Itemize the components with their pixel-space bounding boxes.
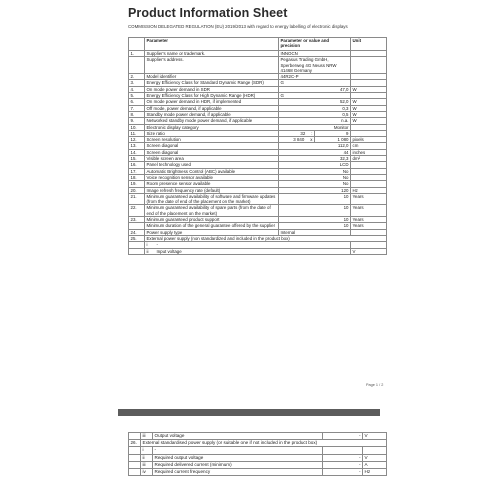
table-subrow [129,248,387,254]
row-parameter-cell: - [153,447,323,454]
subrow-number-cell: iii [141,433,153,440]
page-number: Page 1 / 2 [366,383,384,387]
value-separator: : [311,130,313,136]
row-value-cell: LCD [279,162,351,168]
subrow-label: Input voltage [156,248,182,254]
row-number-cell: 11. [129,130,145,136]
row-number-cell: 1. [129,51,145,57]
table-row [129,447,387,454]
regulation-text: COMMISSION DELEGATED REGULATION (EU) 2019/2013 with regard to energy labelling of electronic displays [128,24,348,29]
subrow-number: i [146,242,148,248]
row-parameter-cell: Required output voltage [153,454,323,461]
row-parameter-cell: Panel technology used [145,162,279,168]
row-value-cell: G [279,93,351,99]
row-parameter-cell: Supplier's address. [145,57,279,74]
row-parameter-cell: Standby mode power demand, if applicable [145,111,279,117]
sheet-title: Product Information Sheet [128,6,288,20]
row-value-cell: 0,3 [279,105,351,111]
product-information-sheet-page-1 [112,0,388,390]
row-number-cell: 19. [129,181,145,187]
row-number-cell: 3. [129,80,145,86]
row-unit-cell: W [351,86,387,92]
row-parameter-cell: Required delivered current (minimum) [153,461,323,468]
row-unit-cell: V [363,433,387,440]
header-num-cell [129,38,145,51]
row-number-cell: 25. [129,235,145,241]
row-parameter-cell: On mode power demand in SDR [145,86,279,92]
row-value-cell: 47,0 [279,86,351,92]
header-value-cell: Parameter or value and precision [279,38,351,51]
row-value-cell: No [279,168,351,174]
header-unit-cell: Unit [351,38,387,51]
row-parameter-cell: Screen diagonal [145,143,279,149]
row-unit-cell: Hz [351,187,387,193]
row-number-cell: 9. [129,118,145,124]
header-parameter-cell: Parameter [145,38,279,51]
row-parameter-cell: External power supply (non standardized and included in the product box) [145,235,387,241]
row-number-cell: 23. [129,217,145,223]
row-parameter-cell: Voice recognition sensor available [145,174,279,180]
row-value-cell: 120 [279,187,351,193]
row-number-cell: 17. [129,168,145,174]
table-row [129,440,387,447]
row-value-cell: - [323,433,363,440]
row-value-cell: 10 [279,217,351,223]
value-a: 32 [300,130,306,136]
row-number-cell [129,469,141,476]
value-a: 3 840 [293,137,305,143]
row-unit-cell: V [363,454,387,461]
row-parameter-cell: Power supply type [145,229,279,235]
subrow-number-cell: iv [141,469,153,476]
row-parameter-cell: Electronic display category [145,124,279,130]
row-number-cell: 18. [129,174,145,180]
row-number-cell [129,447,141,454]
table-row [129,454,387,461]
row-value-cell: 10 [279,205,351,217]
row-unit-cell: W [351,118,387,124]
row-number-cell: 10. [129,124,145,130]
row-unit-cell [351,57,387,74]
table-row [129,223,387,229]
row-empty-cell [129,248,145,254]
row-unit-cell: W [351,111,387,117]
subrow-label: - [156,242,158,248]
row-parameter-cell: Required current frequency [153,469,323,476]
row-parameter-cell: Networked standby mode power demand, if applicable [145,118,279,124]
row-value-cell: Pegasus Trading GmbH, Sperberweg 4G Neuss NRW 41468 Germany [279,57,351,74]
page-divider [118,409,380,416]
row-parameter-cell: Minimum duration of the general guarantee offered by the supplier [145,223,279,229]
row-parameter-cell: On mode power demand in HDR, if implemented [145,99,279,105]
row-parameter-cell: Model identifier [145,74,279,80]
row-value-cell: 32,3 [279,156,351,162]
row-parameter-cell: Screen resolution [145,137,279,143]
row-number-cell: 5. [129,93,145,99]
row-parameter-cell: Size ratio [145,130,279,136]
row-parameter-cell: Supplier's name or trademark. [145,51,279,57]
row-parameter-cell: Room presence sensor available [145,181,279,187]
row-value-cell: Monitor [279,124,351,130]
row-value-cell: - [323,454,363,461]
row-parameter-cell: Image refresh frequency rate (default) [145,187,279,193]
row-value-cell: 10 [279,223,351,229]
row-unit-cell: dm² [351,156,387,162]
subrow-number: ii [146,248,149,254]
row-value-cell: 52,0 [279,99,351,105]
row-number-cell: 7. [129,105,145,111]
row-number-cell: 4. [129,86,145,92]
row-number-cell [129,454,141,461]
row-value-b-cell: 1 080 [315,137,351,143]
subrow-parameter-cell [145,248,351,254]
row-value-cell: No [279,174,351,180]
row-unit-cell: Years [351,223,387,229]
table-row [129,469,387,476]
row-value-cell: n.a. [279,118,351,124]
row-number-cell: 20. [129,187,145,193]
row-value-cell: 0,5 [279,111,351,117]
subrow-number-cell: i [141,447,153,454]
row-value-cell: 112,0 [279,143,351,149]
table-row [129,57,387,74]
row-number-cell: 8. [129,111,145,117]
row-value-cell: G [279,80,351,86]
row-unit-cell: Years [351,205,387,217]
row-unit-cell: Years [351,217,387,223]
row-value-cell: 44R2C-P [279,74,351,80]
row-value-cell: 44 [279,149,351,155]
row-parameter-cell: Minimum guaranteed availability of software and firmware updates (from the date of end of the placement on the market) [145,193,279,205]
row-parameter-cell: Automatic Brightness Control (ABC) available [145,168,279,174]
row-unit-cell: W [351,99,387,105]
row-unit-cell: pixels [351,137,387,143]
parameter-table [128,37,387,255]
row-parameter-cell: Minimum guaranteed availability of spare parts (from the date of end of the placement on the market) [145,205,279,217]
row-value-cell: INNOCN [279,51,351,57]
product-information-sheet-page-2 [112,420,388,500]
row-unit-cell [363,447,387,454]
row-unit-cell: Hz [363,469,387,476]
row-number-cell [129,461,141,468]
row-parameter-cell: Energy Efficiency Class for High Dynamic Range (HDR) [145,93,279,99]
table-row [129,205,387,217]
row-number-cell: 15. [129,156,145,162]
row-number-cell: 21. [129,193,145,205]
row-value-cell: 10 [279,193,351,205]
row-unit-cell: V [351,248,387,254]
row-parameter-cell: Visible screen area [145,156,279,162]
row-number-cell: 12. [129,137,145,143]
row-value-cell: No [279,181,351,187]
row-number-cell: 24. [129,229,145,235]
row-parameter-cell: Minimum guaranteed product support [145,217,279,223]
subrow-number-cell: iii [141,461,153,468]
table-header-row [129,38,387,51]
row-number-cell: 14. [129,149,145,155]
row-number-cell [129,57,145,74]
row-parameter-cell: Screen diagonal [145,149,279,155]
row-number-cell: 6. [129,99,145,105]
table-row [129,461,387,468]
row-number-cell: 26. [129,440,141,447]
row-parameter-cell: Off mode, power demand, if applicable [145,105,279,111]
row-unit-cell: W [351,105,387,111]
row-value-cell [323,447,363,454]
value-separator: x [310,137,313,143]
row-unit-cell: Years [351,193,387,205]
row-number-cell: 2. [129,74,145,80]
row-value-cell: - [323,461,363,468]
row-value-cell: - [323,469,363,476]
row-unit-cell: inches [351,149,387,155]
row-value-cell: Internal [279,229,351,235]
subrow-number-cell: ii [141,454,153,461]
row-parameter-cell: Output voltage [153,433,323,440]
table-row [129,433,387,440]
row-number-cell: 22. [129,205,145,217]
row-parameter-cell: Energy Efficiency Class for Standard Dynamic Range (SDR) [145,80,279,86]
table-row [129,193,387,205]
row-unit-cell: A [363,461,387,468]
row-number-cell [129,433,141,440]
row-parameter-cell: External standardised power supply (or suitable one if not included in the product box) [141,440,387,447]
row-number-cell: 16. [129,162,145,168]
row-number-cell: 13. [129,143,145,149]
parameter-table-continued [128,432,387,476]
row-value-b-cell: 9 [315,130,351,136]
row-unit-cell: cm [351,143,387,149]
